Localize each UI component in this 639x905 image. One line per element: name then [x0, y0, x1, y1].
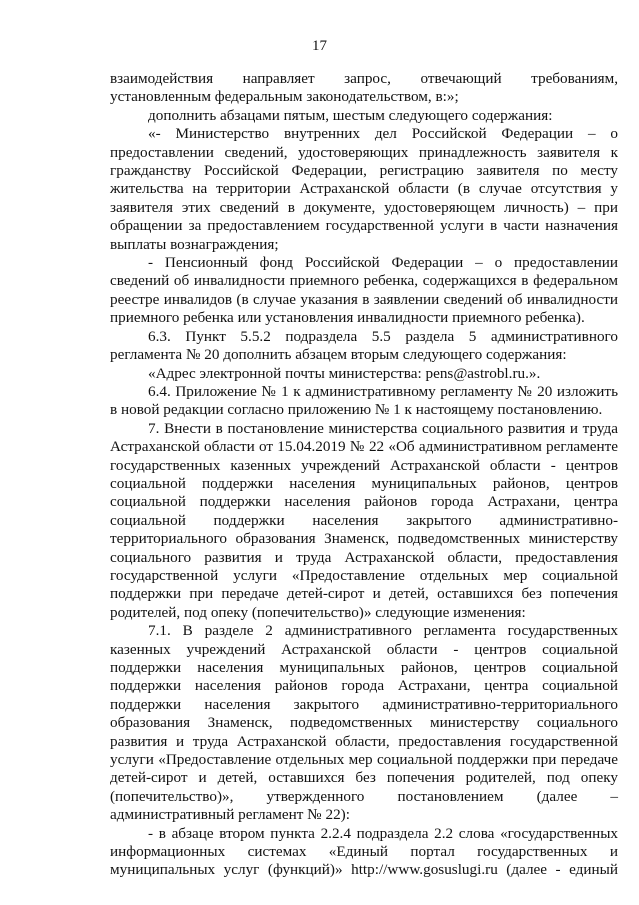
paragraph: 6.3. Пункт 5.5.2 подраздела 5.5 раздела 5 административного регламента № 20 дополнить абзацем вторым следующего содержания: — [110, 327, 618, 364]
document-body — [110, 70, 618, 880]
paragraph: взаимодействия направляет запрос, отвечающий требованиям, установленным федеральным законодательством, в:»; — [110, 70, 618, 106]
paragraph: - в абзаце втором пункта 2.2.4 подраздела 2.2 слова «государственных информационных системах «Единый портал государственных и муниципальных услуг (функций)» http://www.gosuslugi.ru (далее - единый — [110, 824, 618, 879]
paragraph: «- Министерство внутренних дел Российской Федерации – о предоставлении сведений, удостоверяющих принадлежность заявителя к гражданству Российской Федерации, регистрацию заявителя по месту жительства на территории Астраханской области (в случае отсутствия у заявителя этих сведений в документе, удостоверяющем личность) – при обращении за предоставлением государственной услуги в части назначения выплаты вознаграждения; — [110, 125, 618, 253]
paragraph: 7. Внести в постановление министерства социального развития и труда Астраханской области от 15.04.2019 № 22 «Об административном регламенте государственных казенных учреждений Астраханской области - центров социальной поддержки населения муниципальных районов, центров социальной поддержки населения районов города Астрахани, центра социальной поддержки населения закрытого административно-территориального образования Знаменск, подведомственных министерству социального развития и труда Астраханской области, предоставления государственной услуги «Предоставление отдельных мер социальной поддержки при передаче детей-сирот и детей, оставшихся без попечения родителей, под опеку (попечительство)» следующие изменения: — [110, 419, 618, 621]
paragraph: 7.1. В разделе 2 административного регламента государственных казенных учреждений Астраханской области - центров социальной поддержки населения муниципальных районов, центров социальной поддержки населения районов города Астрахани, центра социальной поддержки населения закрытого административно-территориального образования Знаменск, подведомственных министерству социального развития и труда Астраханской области, предоставления государственной услуги «Предоставление отдельных мер социальной поддержки при передаче детей-сирот и детей, оставшихся без попечения родителей, под опеку (попечительство)», утвержденного постановлением (далее – административный регламент № 22): — [110, 622, 618, 824]
paragraph: дополнить абзацами пятым, шестым следующего содержания: — [148, 106, 553, 124]
page-number: 17 — [312, 38, 327, 54]
paragraph: - Пенсионный фонд Российской Федерации – о предоставлении сведений об инвалидности приемного ребенка, содержащихся в федеральном реестре инвалидов (в случае указания в заявлении сведений об инвалидности приемного ребенка или установления инвалидности приемного ребенка). — [110, 254, 618, 327]
paragraph: «Адрес электронной почты министерства: pens@astrobl.ru.». — [148, 364, 541, 382]
paragraph: 6.4. Приложение № 1 к административному регламенту № 20 изложить в новой редакции согласно приложению № 1 к настоящему постановлению. — [110, 382, 618, 419]
